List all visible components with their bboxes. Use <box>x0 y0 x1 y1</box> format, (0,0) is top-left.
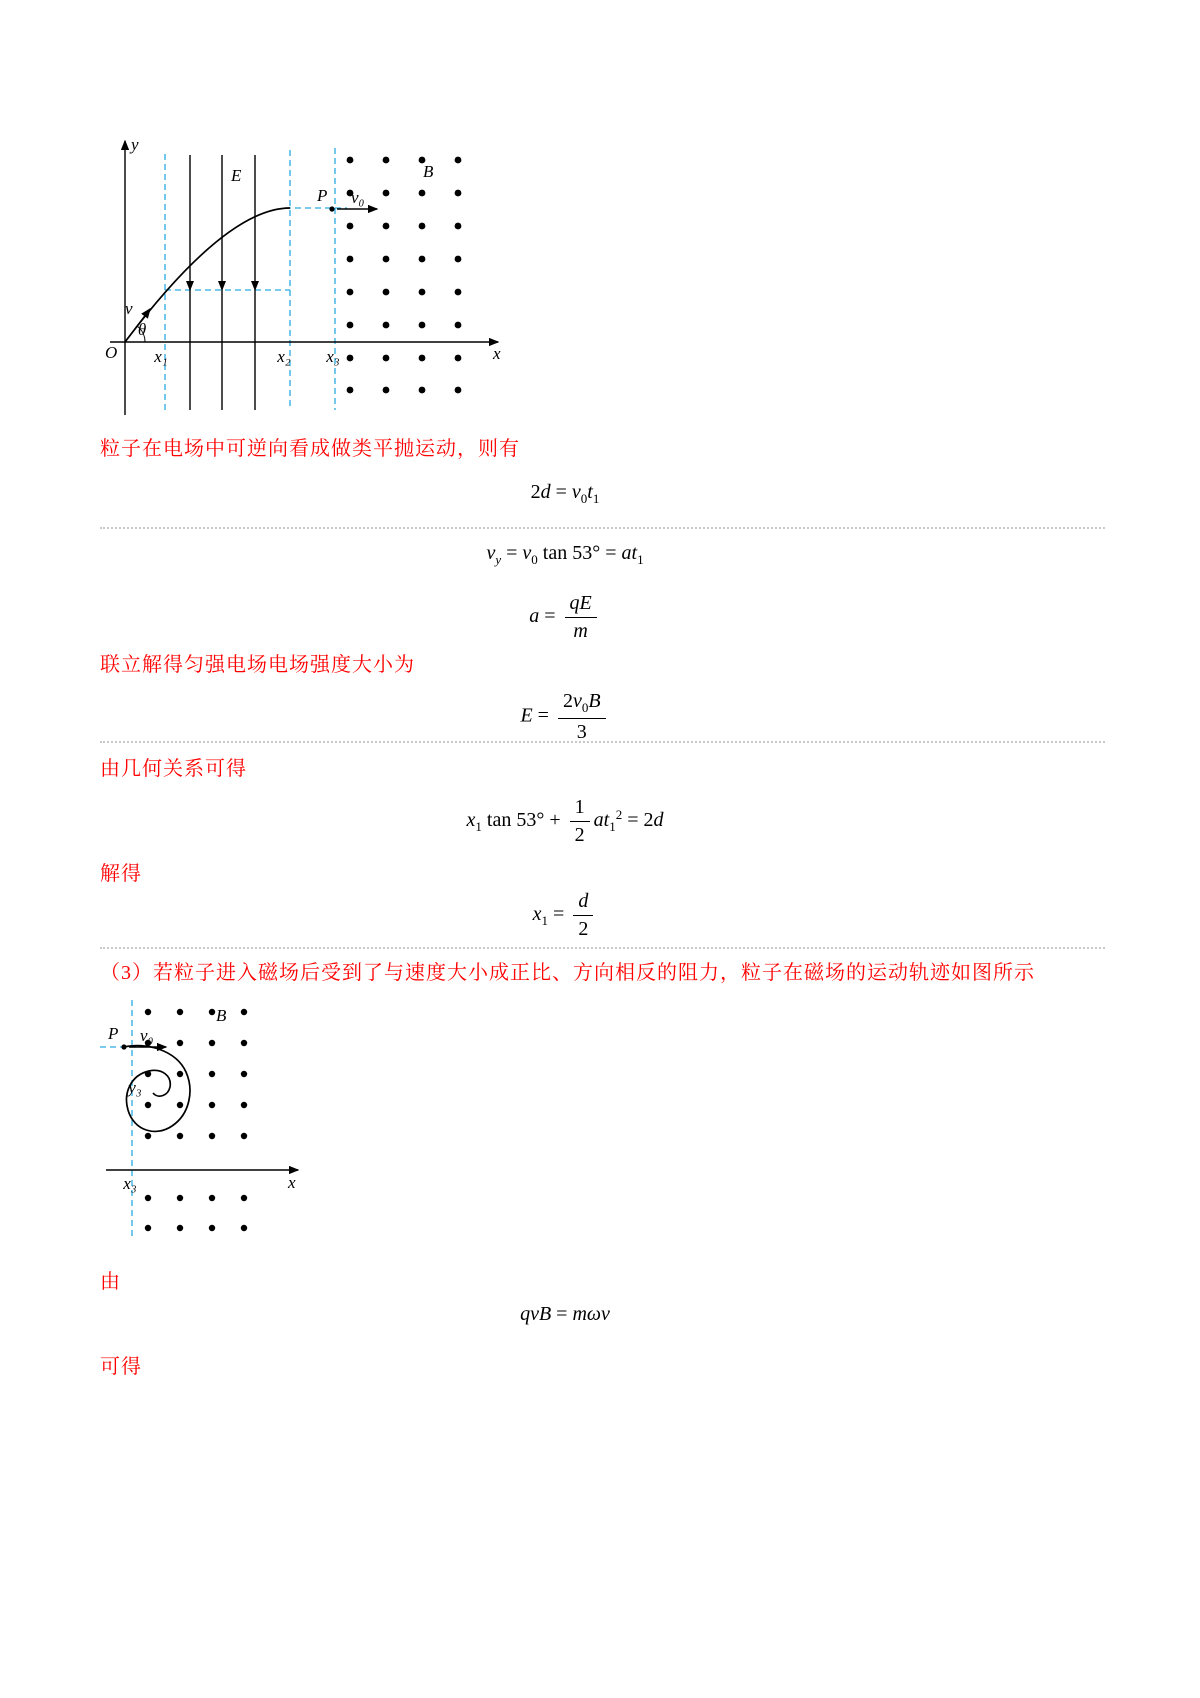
equation-acceleration: a = $\frac{qE}{m}$ <box>0 592 1130 643</box>
label-origin: O <box>105 343 118 362</box>
label-v0: v₀ <box>351 188 365 207</box>
label-x-axis: x <box>288 1173 296 1192</box>
text-obtain: 可得 <box>100 1356 142 1378</box>
label-x-axis: x <box>493 344 501 363</box>
figure-spiral-trajectory <box>98 988 328 1253</box>
label-v0: v₀ <box>140 1026 154 1045</box>
text-by: 由 <box>100 1271 121 1293</box>
label-y3: y₃ <box>128 1078 142 1097</box>
label-E-field: E <box>231 166 242 185</box>
label-P-point: P <box>317 186 328 205</box>
equation-geometry: $x_1$ tan 53° + $\frac{1}{2}$ $at_1^2 = 2d$ <box>466 796 664 846</box>
magnetic-field-dots <box>145 1009 247 1231</box>
particle-trajectory <box>125 206 377 342</box>
text-solve-field: 联立解得匀强电场电场强度大小为 <box>100 654 415 676</box>
figure-field-trajectory-svg <box>95 128 525 428</box>
label-B-field: B <box>423 162 434 181</box>
text-part3: （3）若粒子进入磁场后受到了与速度大小成正比、方向相反的阻力，粒子在磁场的运动轨迹如图所示 <box>100 962 1035 984</box>
label-y-axis: y <box>131 135 139 154</box>
label-x3: x₃ <box>123 1174 137 1193</box>
equation-2d: $2d = v_0t_1$ <box>530 481 600 506</box>
equation-field-strength: E = $\frac{2v_0B}{3}$ <box>0 690 1130 744</box>
label-x1: x₁ <box>154 347 168 366</box>
text-geometry: 由几何关系可得 <box>100 758 247 780</box>
axes <box>110 141 498 415</box>
equation-qvb: qvB = mωv <box>520 1303 610 1325</box>
figure-spiral-trajectory-svg <box>98 988 328 1253</box>
label-B-field: B <box>216 1006 227 1025</box>
label-x3: x₃ <box>326 347 340 366</box>
label-P-point: P <box>108 1024 119 1043</box>
text-projectile-reverse: 粒子在电场中可逆向看成做类平抛运动，则有 <box>100 438 520 460</box>
label-v: v <box>125 299 133 318</box>
point-P-dot <box>329 206 334 211</box>
separator <box>100 947 1105 949</box>
label-theta: θ <box>137 320 147 339</box>
separator <box>100 741 1105 743</box>
figure-field-trajectory <box>95 128 525 428</box>
electric-field-lines <box>186 155 259 410</box>
separator <box>100 527 1105 529</box>
text-solve: 解得 <box>100 863 142 885</box>
equation-vy: $v_y = v_0$ $\tan 53^\circ = at_1$ <box>486 542 644 567</box>
equation-x1: $x_1$ = $\frac{d}{2}$ <box>0 890 1130 941</box>
label-x2: x₂ <box>277 347 291 366</box>
